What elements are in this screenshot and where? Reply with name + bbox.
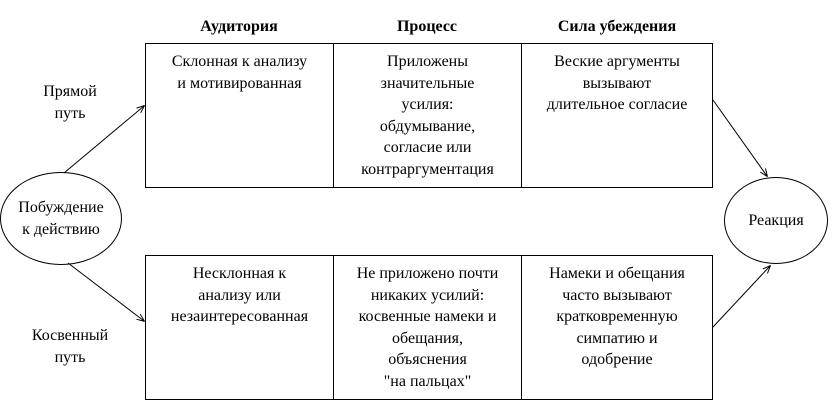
arrow-start-to-direct (64, 106, 144, 173)
peripheral-route-label: Косвенный путь (31, 327, 109, 366)
direct-audience-cell: Склонная к анализу и мотивированная (146, 44, 334, 187)
end-node-ellipse: Реакция (724, 177, 828, 264)
header-process: Процесс (396, 18, 458, 35)
arrow-peripheral-to-end (713, 266, 770, 327)
start-node-ellipse: Побуждение к действию (0, 172, 122, 265)
peripheral-strength-cell: Намеки и обещания часто вызывают кратковременную симпатию и одобрение (549, 265, 685, 368)
direct-process-cell: Приложены значительные усилия: обдумывание, согласие или контраргументация (334, 44, 522, 187)
header-strength: Сила убеждения (557, 18, 677, 35)
peripheral-process-cell: Не приложено почти никаких усилий: косвенные намеки и обещания, объяснения "на пальцах" (334, 256, 522, 399)
direct-route-label: Прямой путь (43, 83, 97, 122)
arrow-direct-to-end (713, 100, 767, 176)
header-audience: Аудитория (200, 18, 278, 35)
peripheral-audience-cell: Несклонная к анализу или незаинтересованная (146, 256, 334, 399)
arrow-start-to-peripheral (68, 263, 144, 321)
direct-strength-cell: Веские аргументы вызывают длительное согласие (546, 53, 688, 113)
